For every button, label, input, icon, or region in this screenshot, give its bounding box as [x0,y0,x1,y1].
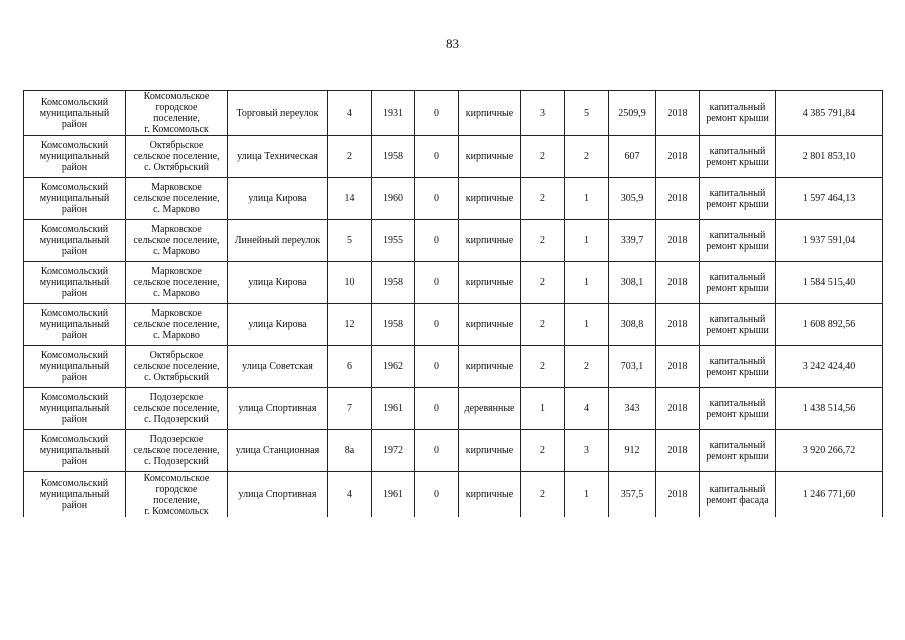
floors-cell: 2 [521,220,565,262]
entrances-cell: 2 [565,346,609,388]
year-built-cell: 1960 [372,178,415,220]
table-row [24,304,883,346]
repair-year-cell: 2018 [656,91,700,136]
settlement-cell: Октябрьское сельское поселение, с. Октябрьский [126,346,228,388]
value-zero-cell: 0 [415,136,459,178]
municipal-district-cell: Комсомольский муниципальный район [24,430,126,472]
municipal-district-cell: Комсомольский муниципальный район [24,472,126,518]
house-number-cell: 14 [328,178,372,220]
wall-material-cell: кирпичные [459,220,521,262]
year-built-cell: 1955 [372,220,415,262]
repair-year-cell: 2018 [656,136,700,178]
repair-type-cell: капитальный ремонт крыши [700,304,776,346]
repair-type-cell: капитальный ремонт крыши [700,262,776,304]
year-built-cell: 1962 [372,346,415,388]
area-cell: 703,1 [609,346,656,388]
floors-cell: 2 [521,178,565,220]
settlement-cell: Марковское сельское поселение, с. Марково [126,178,228,220]
entrances-cell: 1 [565,220,609,262]
table-row [24,430,883,472]
area-cell: 343 [609,388,656,430]
repair-year-cell: 2018 [656,472,700,518]
year-built-cell: 1958 [372,262,415,304]
wall-material-cell: кирпичные [459,430,521,472]
value-zero-cell: 0 [415,472,459,518]
value-zero-cell: 0 [415,178,459,220]
table-row [24,220,883,262]
floors-cell: 2 [521,472,565,518]
area-cell: 912 [609,430,656,472]
house-number-cell: 4 [328,91,372,136]
table-row [24,91,883,136]
street-cell: улица Станционная [228,430,328,472]
year-built-cell: 1958 [372,136,415,178]
repair-type-cell: капитальный ремонт крыши [700,346,776,388]
value-zero-cell: 0 [415,304,459,346]
settlement-cell: Марковское сельское поселение, с. Марково [126,262,228,304]
table-row [24,262,883,304]
area-cell: 305,9 [609,178,656,220]
settlement-cell: Подозерское сельское поселение, с. Подозерский [126,388,228,430]
year-built-cell: 1958 [372,304,415,346]
municipal-district-cell: Комсомольский муниципальный район [24,136,126,178]
wall-material-cell: кирпичные [459,472,521,518]
house-number-cell: 10 [328,262,372,304]
settlement-cell: Октябрьское сельское поселение, с. Октябрьский [126,136,228,178]
area-cell: 2509,9 [609,91,656,136]
wall-material-cell: кирпичные [459,91,521,136]
street-cell: улица Спортивная [228,472,328,518]
wall-material-cell: кирпичные [459,304,521,346]
repair-year-cell: 2018 [656,304,700,346]
floors-cell: 3 [521,91,565,136]
street-cell: Торговый переулок [228,91,328,136]
table-row [24,178,883,220]
repair-type-cell: капитальный ремонт крыши [700,388,776,430]
municipal-district-cell: Комсомольский муниципальный район [24,304,126,346]
repair-year-cell: 2018 [656,388,700,430]
area-cell: 339,7 [609,220,656,262]
repair-type-cell: капитальный ремонт фасада [700,472,776,518]
value-zero-cell: 0 [415,91,459,136]
repair-year-cell: 2018 [656,430,700,472]
repair-type-cell: капитальный ремонт крыши [700,430,776,472]
repair-type-cell: капитальный ремонт крыши [700,220,776,262]
amount-cell: 1 937 591,04 [776,220,883,262]
municipal-district-cell: Комсомольский муниципальный район [24,178,126,220]
floors-cell: 2 [521,304,565,346]
street-cell: улица Спортивная [228,388,328,430]
settlement-cell: Подозерское сельское поселение, с. Подозерский [126,430,228,472]
wall-material-cell: кирпичные [459,346,521,388]
repair-year-cell: 2018 [656,220,700,262]
area-cell: 607 [609,136,656,178]
wall-material-cell: деревянные [459,388,521,430]
street-cell: улица Кирова [228,262,328,304]
amount-cell: 2 801 853,10 [776,136,883,178]
amount-cell: 3 242 424,40 [776,346,883,388]
entrances-cell: 2 [565,136,609,178]
municipal-district-cell: Комсомольский муниципальный район [24,91,126,136]
area-cell: 357,5 [609,472,656,518]
entrances-cell: 1 [565,472,609,518]
wall-material-cell: кирпичные [459,262,521,304]
street-cell: улица Кирова [228,304,328,346]
year-built-cell: 1961 [372,388,415,430]
street-cell: Линейный переулок [228,220,328,262]
amount-cell: 1 608 892,56 [776,304,883,346]
floors-cell: 2 [521,430,565,472]
value-zero-cell: 0 [415,388,459,430]
year-built-cell: 1961 [372,472,415,518]
house-number-cell: 12 [328,304,372,346]
house-number-cell: 6 [328,346,372,388]
floors-cell: 2 [521,346,565,388]
wall-material-cell: кирпичные [459,136,521,178]
amount-cell: 1 246 771,60 [776,472,883,518]
street-cell: улица Техническая [228,136,328,178]
entrances-cell: 1 [565,262,609,304]
house-number-cell: 2 [328,136,372,178]
settlement-cell: Комсомольское городское поселение, г. Комсомольск [126,91,228,136]
repair-year-cell: 2018 [656,346,700,388]
house-number-cell: 5 [328,220,372,262]
entrances-cell: 4 [565,388,609,430]
floors-cell: 1 [521,388,565,430]
repair-type-cell: капитальный ремонт крыши [700,136,776,178]
housing-repair-table [23,90,883,517]
value-zero-cell: 0 [415,220,459,262]
repair-year-cell: 2018 [656,262,700,304]
page-number: 83 [446,36,459,51]
settlement-cell: Комсомольское городское поселение, г. Комсомольск [126,472,228,518]
table-row [24,472,883,518]
repair-year-cell: 2018 [656,178,700,220]
area-cell: 308,1 [609,262,656,304]
house-number-cell: 8а [328,430,372,472]
street-cell: улица Советская [228,346,328,388]
entrances-cell: 5 [565,91,609,136]
house-number-cell: 7 [328,388,372,430]
entrances-cell: 1 [565,178,609,220]
settlement-cell: Марковское сельское поселение, с. Марково [126,304,228,346]
year-built-cell: 1931 [372,91,415,136]
amount-cell: 1 597 464,13 [776,178,883,220]
house-number-cell: 4 [328,472,372,518]
municipal-district-cell: Комсомольский муниципальный район [24,388,126,430]
year-built-cell: 1972 [372,430,415,472]
amount-cell: 4 385 791,84 [776,91,883,136]
amount-cell: 1 584 515,40 [776,262,883,304]
municipal-district-cell: Комсомольский муниципальный район [24,346,126,388]
value-zero-cell: 0 [415,430,459,472]
amount-cell: 3 920 266,72 [776,430,883,472]
settlement-cell: Марковское сельское поселение, с. Марково [126,220,228,262]
municipal-district-cell: Комсомольский муниципальный район [24,220,126,262]
table-row [24,136,883,178]
floors-cell: 2 [521,136,565,178]
municipal-district-cell: Комсомольский муниципальный район [24,262,126,304]
wall-material-cell: кирпичные [459,178,521,220]
area-cell: 308,8 [609,304,656,346]
repair-type-cell: капитальный ремонт крыши [700,91,776,136]
value-zero-cell: 0 [415,346,459,388]
table-row [24,346,883,388]
floors-cell: 2 [521,262,565,304]
value-zero-cell: 0 [415,262,459,304]
street-cell: улица Кирова [228,178,328,220]
entrances-cell: 1 [565,304,609,346]
entrances-cell: 3 [565,430,609,472]
table-row [24,388,883,430]
amount-cell: 1 438 514,56 [776,388,883,430]
repair-type-cell: капитальный ремонт крыши [700,178,776,220]
